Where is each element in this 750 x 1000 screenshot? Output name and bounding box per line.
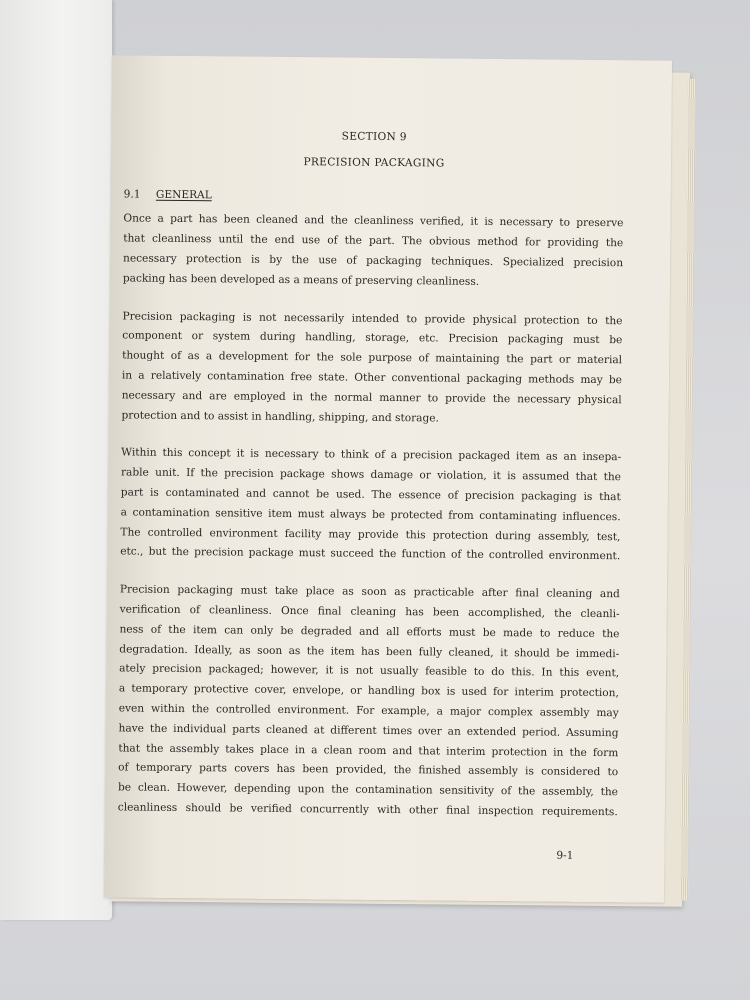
paragraph-line: of temporary parts covers has been provided, the finished assembly is considered to [118, 761, 619, 779]
paragraph-line: etc., but the precision package must succeed the function of the controlled environment. [120, 545, 621, 563]
paragraph-line: Precision packaging is not necessarily intended to provide physical protection to the [122, 310, 623, 327]
paragraph-line: ately precision packaged; however, it is not usually feasible to do this. In this event, [119, 662, 620, 680]
paragraph-line: component or system during handling, storage, etc. Precision packaging must be [122, 329, 623, 347]
page-content [118, 125, 625, 822]
subsection-number: 9.1 [123, 188, 141, 201]
paragraph-line: have the individual parts cleaned at different times over an extended period. Assuming [118, 722, 619, 739]
paragraph-1 [123, 210, 624, 294]
paragraph-line: Within this concept it is necessary to think of a precision packaged item as an insepa- [121, 446, 622, 464]
paragraph-line: a temporary protective cover, envelope, or handling box is used for interim protection, [118, 682, 619, 700]
paragraph-3 [120, 444, 621, 568]
paragraph-line: necessary and are employed in the normal manner to provide the necessary physical [121, 389, 622, 406]
page-number: 9-1 [556, 849, 574, 862]
section-title: SECTION 9 [341, 130, 407, 144]
binder-cover [0, 0, 112, 920]
section-subtitle: PRECISION PACKAGING [303, 155, 445, 170]
paragraph-line: that cleanliness until the end use of the part. The obvious method for providing the [123, 232, 624, 250]
paragraph-line: Once a part has been cleaned and the cleanliness verified, it is necessary to preserve [123, 212, 624, 230]
paragraph-line: a contamination sensitive item must always be protected from contaminating influences. [120, 506, 621, 523]
paragraph-4 [118, 581, 620, 823]
paragraph-line: packing has been developed as a means of preserving cleanliness. [122, 272, 480, 288]
paragraph-line: necessary protection is by the use of packaging techniques. Specialized precision [123, 252, 624, 270]
paragraph-line: be clean. However, depending upon the contamination sensitivity of the assembly, the [117, 781, 619, 799]
paragraph-line: The controlled environment facility may provide this protection during assembly, test, [120, 525, 621, 543]
subsection-title: GENERAL [155, 188, 212, 201]
paragraph-line: part is contaminated and cannot be used. The essence of precision packaging is that [120, 486, 621, 504]
paragraph-line: verification of cleanliness. Once final cleaning has been accomplished, the cleanli- [119, 603, 620, 621]
paragraph-line: Precision packaging must take place as soon as practicable after final cleaning and [119, 583, 620, 601]
paragraph-line: that the assembly takes place in a clean room and that interim protection in the form [118, 741, 619, 759]
paragraph-line: ness of the item can only be degraded and all efforts must be made to reduce the [119, 623, 620, 640]
paragraph-2 [121, 307, 622, 431]
paragraph-line: thought of as a development for the sole purpose of maintaining the part or material [122, 349, 623, 367]
paragraph-line: cleanliness should be verified concurrently with other final inspection requirements. [117, 801, 618, 819]
document-page [104, 55, 672, 902]
paragraph-line: protection and to assist in handling, shipping, and storage. [121, 408, 439, 425]
subsection-heading [124, 185, 624, 210]
paragraph-line: even within the controlled environment. For example, a major complex assembly may [118, 702, 619, 720]
paragraph-line: degradation. Ideally, as soon as the item has been fully cleaned, it should be immedi- [119, 642, 620, 660]
paragraph-line: rable unit. If the precision package shows damage or violation, it is assumed that the [120, 466, 622, 484]
paragraph-line: in a relatively contamination free state. Other conventional packaging methods may be [121, 369, 622, 387]
